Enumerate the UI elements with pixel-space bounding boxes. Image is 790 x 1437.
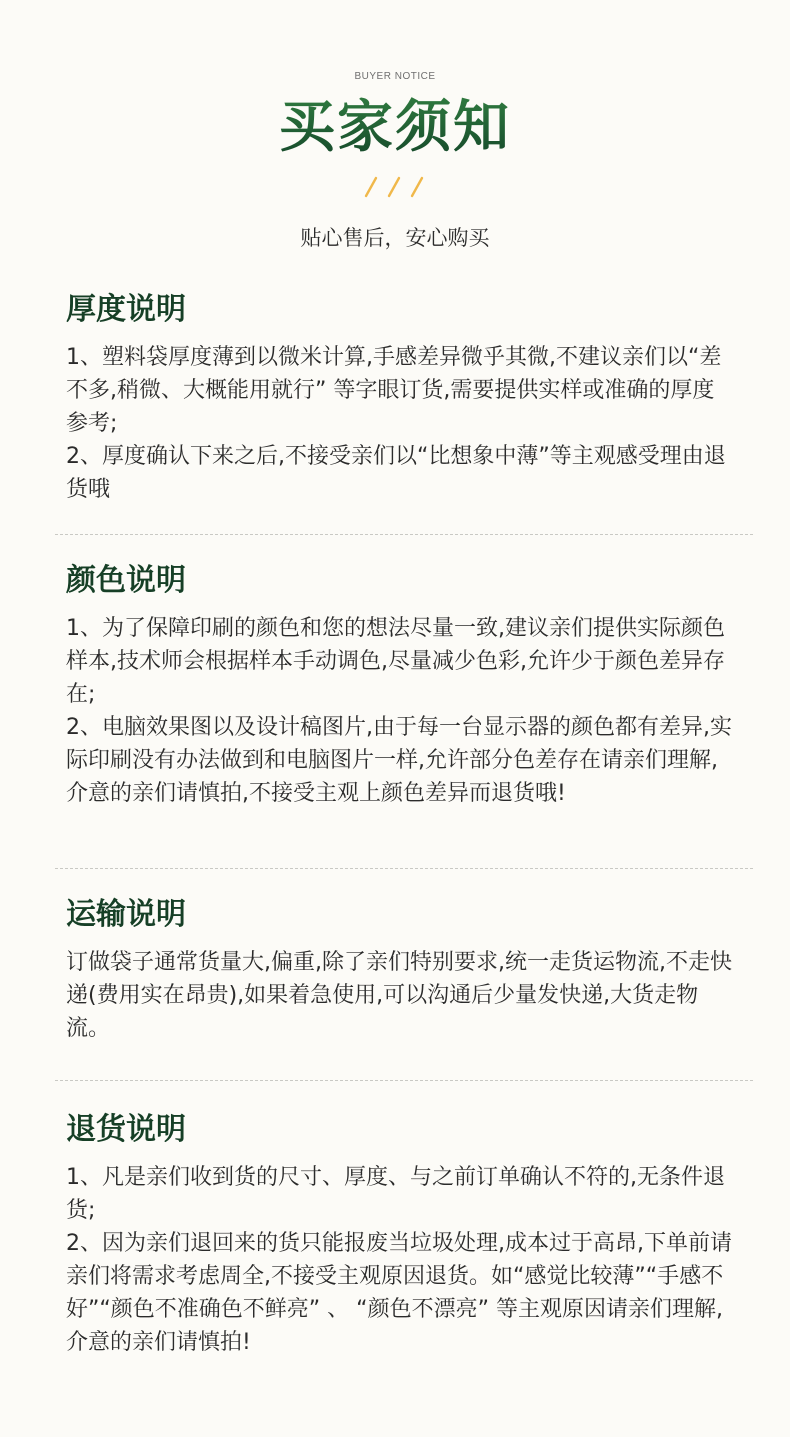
section-title: 运输说明 bbox=[66, 897, 186, 932]
slash-decoration-icon bbox=[362, 176, 428, 198]
paragraph: 1、塑料袋厚度薄到以微米计算,手感差异微乎其微,不建议亲们以“差不多,稍微、大概能用就行” 等字眼订货,需要提供实样或准确的厚度参考; bbox=[66, 345, 722, 436]
section-thickness bbox=[66, 292, 736, 506]
paragraph: 2、电脑效果图以及设计稿图片,由于每一台显示器的颜色都有差异,实际印刷没有办法做到和电脑图片一样,允许部分色差存在请亲们理解,介意的亲们请慎拍,不接受主观上颜色差异而退货哦! bbox=[66, 715, 732, 806]
page-title: 买家须知 bbox=[0, 96, 790, 160]
paragraph: 2、因为亲们退回来的货只能报废当垃圾处理,成本过于高昂,下单前请亲们将需求考虑周全,不接受主观原因退货。如“感觉比较薄”“手感不好”“颜色不准确色不鲜亮” 、 “颜色不漂亮” 等主观原因请亲们理解,介意的亲们请慎拍! bbox=[66, 1231, 732, 1355]
section-body bbox=[66, 612, 736, 810]
section-body bbox=[66, 946, 736, 1045]
section-divider bbox=[55, 868, 753, 869]
section-returns bbox=[66, 1112, 736, 1359]
section-title: 退货说明 bbox=[66, 1112, 186, 1147]
section-body bbox=[66, 1161, 736, 1359]
section-shipping bbox=[66, 897, 736, 1045]
paragraph: 2、厚度确认下来之后,不接受亲们以“比想象中薄”等主观感受理由退货哦 bbox=[66, 444, 726, 502]
paragraph: 1、为了保障印刷的颜色和您的想法尽量一致,建议亲们提供实际颜色样本,技术师会根据样本手动调色,尽量减少色彩,允许少于颜色差异存在; bbox=[66, 616, 725, 707]
section-title: 颜色说明 bbox=[66, 563, 186, 598]
section-divider bbox=[55, 1080, 753, 1081]
section-body bbox=[66, 341, 736, 506]
section-color bbox=[66, 563, 736, 810]
section-title: 厚度说明 bbox=[66, 292, 186, 327]
eyebrow-label: BUYER NOTICE bbox=[354, 71, 436, 82]
section-divider bbox=[55, 534, 753, 535]
paragraph: 1、凡是亲们收到货的尺寸、厚度、与之前订单确认不符的,无条件退货; bbox=[66, 1165, 725, 1223]
paragraph: 订做袋子通常货量大,偏重,除了亲们特别要求,统一走货运物流,不走快递(费用实在昂贵),如果着急使用,可以沟通后少量发快递,大货走物流。 bbox=[66, 950, 732, 1041]
page-subtitle: 贴心售后，安心购买 bbox=[300, 226, 490, 250]
